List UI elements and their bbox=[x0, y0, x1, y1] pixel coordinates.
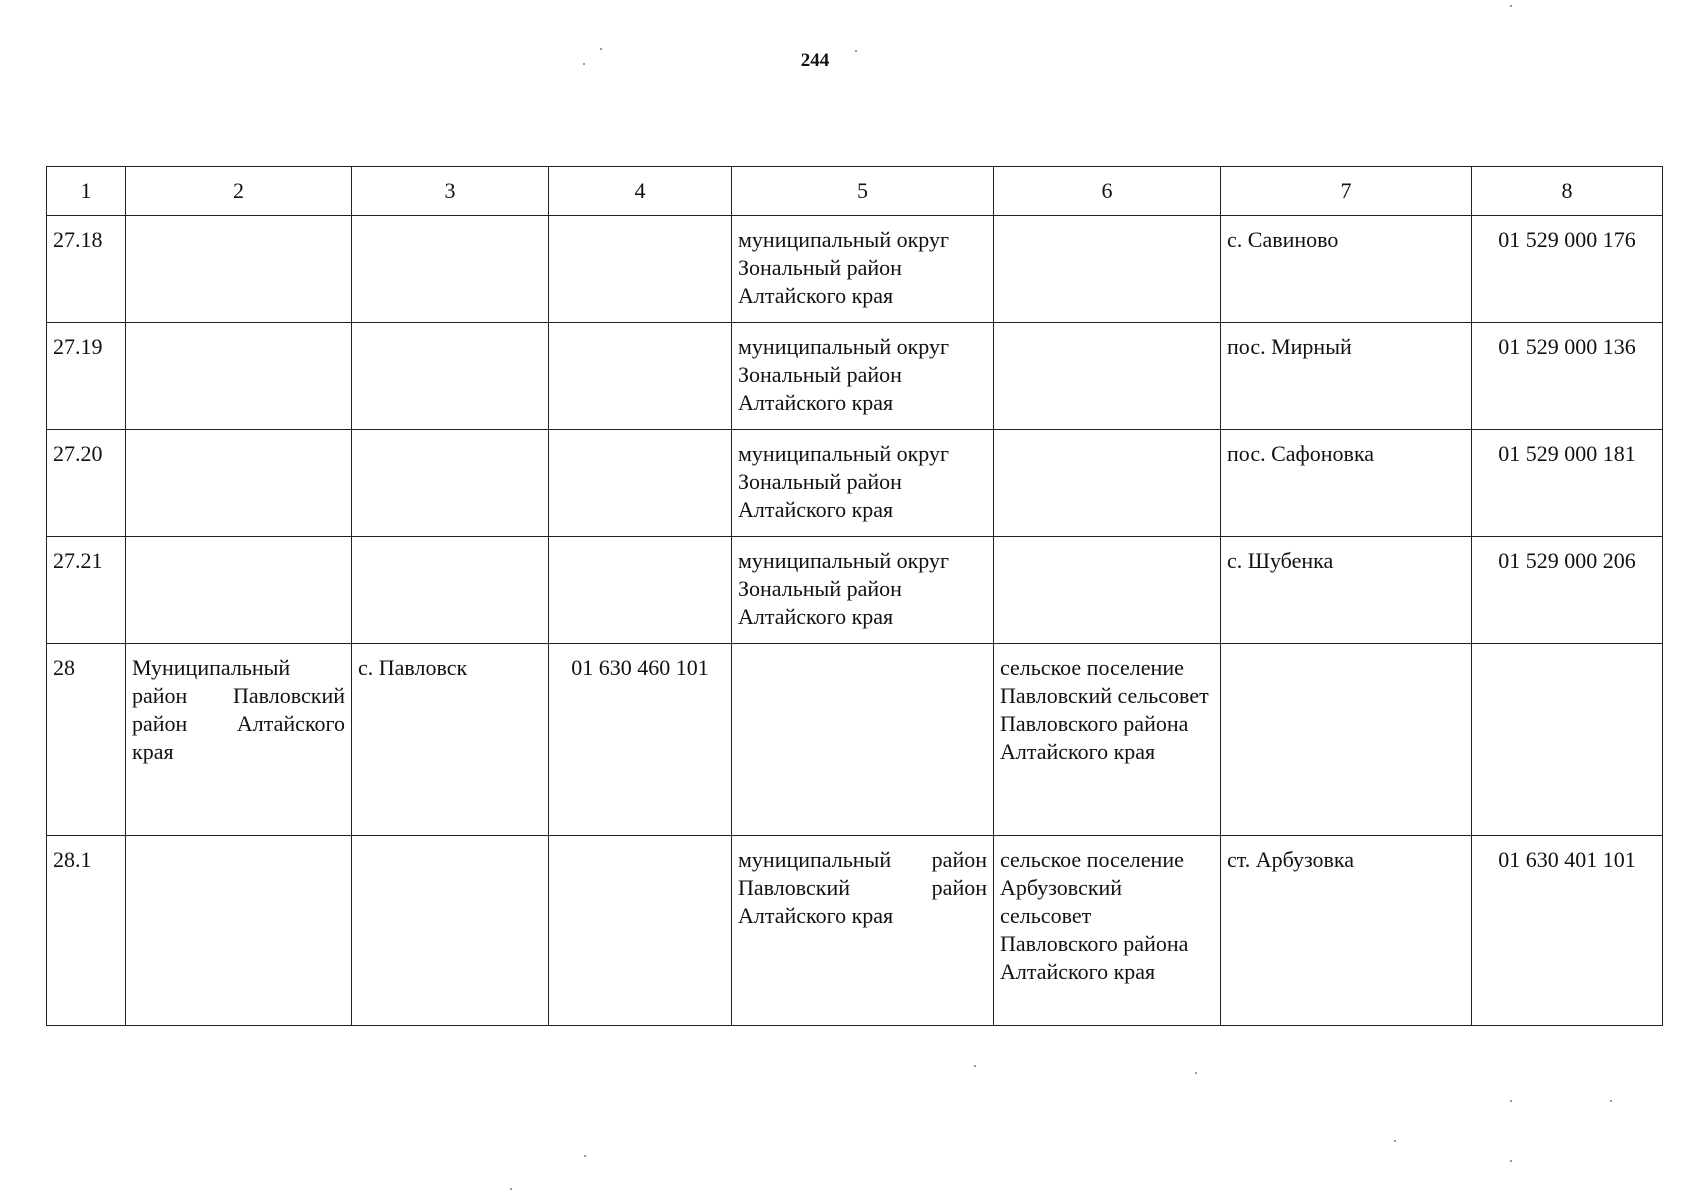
municipal-entity-cell: Муниципальный район Павловский район Алтайского края bbox=[126, 644, 352, 836]
center-settlement-cell bbox=[352, 836, 549, 1026]
locality-cell: пос. Мирный bbox=[1221, 323, 1472, 430]
center-code-cell bbox=[549, 537, 732, 644]
scan-speck bbox=[584, 1155, 586, 1157]
column-header: 5 bbox=[732, 167, 994, 216]
locality-cell: с. Савиново bbox=[1221, 216, 1472, 323]
settlement-body-cell bbox=[994, 216, 1221, 323]
district-cell: муниципальный район Павловский район Алтайского края bbox=[732, 836, 994, 1026]
settlement-body-cell bbox=[994, 537, 1221, 644]
row-number-cell: 27.21 bbox=[47, 537, 126, 644]
scan-speck bbox=[1610, 1100, 1612, 1102]
district-cell: муниципальный округ Зональный район Алтайского края bbox=[732, 537, 994, 644]
row-number-cell: 28 bbox=[47, 644, 126, 836]
column-header: 4 bbox=[549, 167, 732, 216]
table-row bbox=[47, 216, 1663, 323]
scan-speck bbox=[974, 1065, 976, 1067]
column-header: 7 bbox=[1221, 167, 1472, 216]
scan-speck bbox=[583, 63, 585, 65]
district-cell: муниципальный округ Зональный район Алтайского края bbox=[732, 430, 994, 537]
municipal-entity-cell bbox=[126, 323, 352, 430]
center-settlement-cell bbox=[352, 216, 549, 323]
row-number-cell: 27.20 bbox=[47, 430, 126, 537]
municipal-entity-cell bbox=[126, 216, 352, 323]
page-number: 244 bbox=[800, 50, 830, 71]
scan-speck bbox=[600, 48, 602, 50]
table-row bbox=[47, 537, 1663, 644]
locality-cell: ст. Арбузовка bbox=[1221, 836, 1472, 1026]
center-settlement-cell bbox=[352, 430, 549, 537]
district-cell: муниципальный округ Зональный район Алтайского края bbox=[732, 216, 994, 323]
column-header: 8 bbox=[1472, 167, 1663, 216]
municipal-entity-cell bbox=[126, 836, 352, 1026]
locality-cell: с. Шубенка bbox=[1221, 537, 1472, 644]
center-code-cell bbox=[549, 836, 732, 1026]
center-code-cell bbox=[549, 430, 732, 537]
scan-speck bbox=[1510, 1100, 1512, 1102]
column-header: 2 bbox=[126, 167, 352, 216]
settlement-body-cell bbox=[994, 323, 1221, 430]
okato-code-cell: 01 529 000 176 bbox=[1472, 216, 1663, 323]
settlement-body-cell bbox=[994, 430, 1221, 537]
row-number-cell: 27.19 bbox=[47, 323, 126, 430]
settlement-body-cell: сельское поселение Павловский сельсовет Павловского района Алтайского края bbox=[994, 644, 1221, 836]
district-cell bbox=[732, 644, 994, 836]
header-row bbox=[47, 167, 1663, 216]
scan-speck bbox=[1510, 1160, 1512, 1162]
scan-speck bbox=[1195, 1072, 1197, 1074]
settlement-table bbox=[46, 166, 1663, 1026]
column-header: 3 bbox=[352, 167, 549, 216]
okato-code-cell: 01 529 000 136 bbox=[1472, 323, 1663, 430]
column-header: 6 bbox=[994, 167, 1221, 216]
okato-code-cell: 01 630 401 101 bbox=[1472, 836, 1663, 1026]
district-cell: муниципальный округ Зональный район Алтайского края bbox=[732, 323, 994, 430]
center-settlement-cell: с. Павловск bbox=[352, 644, 549, 836]
municipal-entity-cell bbox=[126, 430, 352, 537]
center-settlement-cell bbox=[352, 537, 549, 644]
municipal-entity-cell bbox=[126, 537, 352, 644]
locality-cell bbox=[1221, 644, 1472, 836]
scan-speck bbox=[510, 1188, 512, 1190]
table-row bbox=[47, 836, 1663, 1026]
scan-speck bbox=[855, 50, 857, 52]
okato-code-cell: 01 529 000 206 bbox=[1472, 537, 1663, 644]
settlement-body-cell: сельское поселение Арбузовский сельсовет Павловского района Алтайского края bbox=[994, 836, 1221, 1026]
table-row bbox=[47, 323, 1663, 430]
center-code-cell bbox=[549, 216, 732, 323]
okato-code-cell: 01 529 000 181 bbox=[1472, 430, 1663, 537]
table-row bbox=[47, 430, 1663, 537]
scan-speck bbox=[1394, 1140, 1396, 1142]
center-code-cell: 01 630 460 101 bbox=[549, 644, 732, 836]
scan-speck bbox=[1510, 5, 1512, 7]
center-settlement-cell bbox=[352, 323, 549, 430]
center-code-cell bbox=[549, 323, 732, 430]
column-header: 1 bbox=[47, 167, 126, 216]
table-row bbox=[47, 644, 1663, 836]
row-number-cell: 28.1 bbox=[47, 836, 126, 1026]
row-number-cell: 27.18 bbox=[47, 216, 126, 323]
okato-code-cell bbox=[1472, 644, 1663, 836]
locality-cell: пос. Сафоновка bbox=[1221, 430, 1472, 537]
